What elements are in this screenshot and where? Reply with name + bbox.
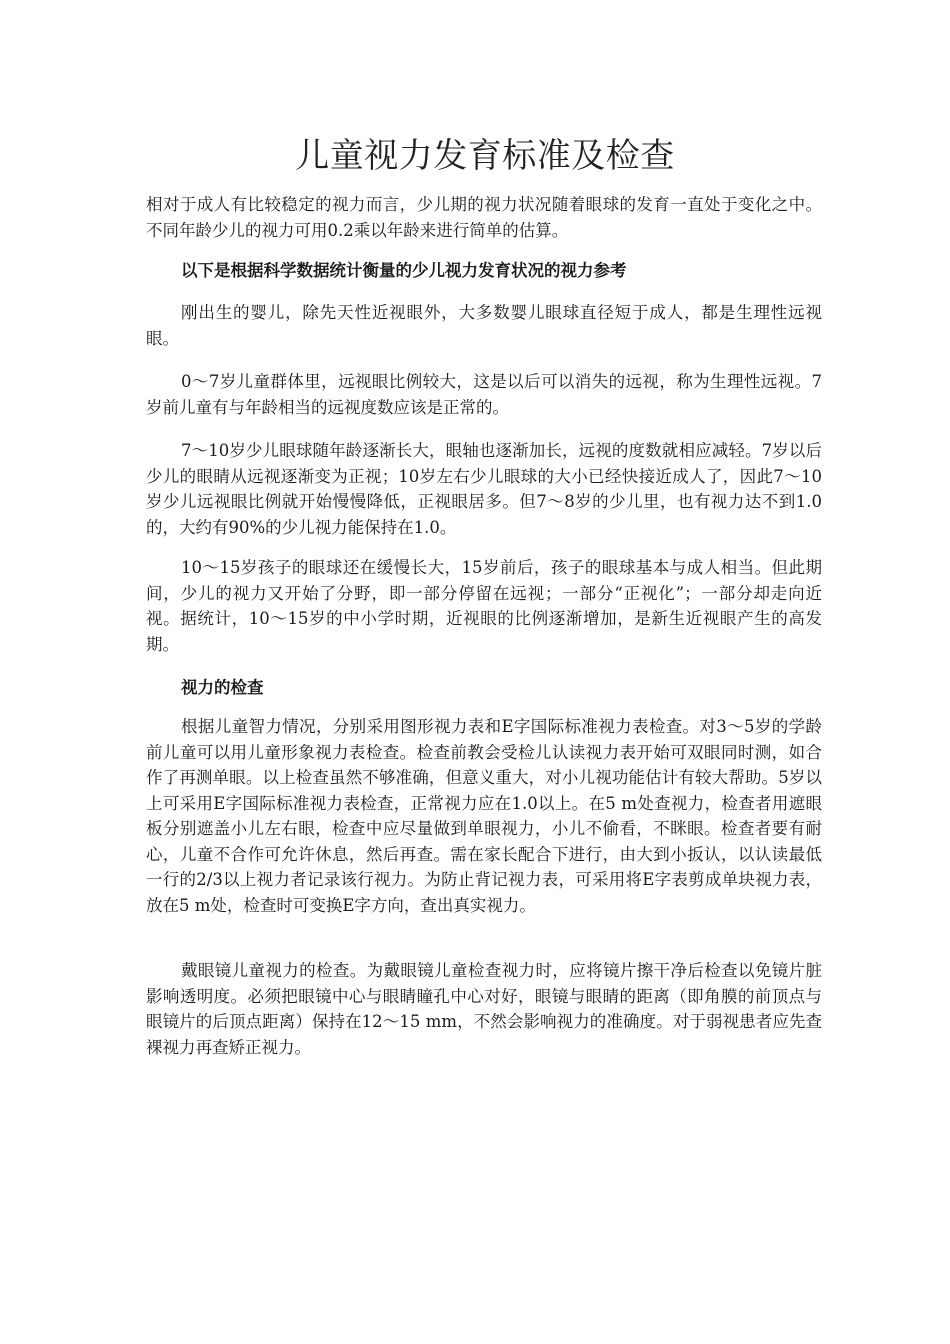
paragraph-7-10-years: 7～10岁少儿眼球随年龄逐渐长大，眼轴也逐渐加长，远视的度数就相应减轻。7岁以后少儿的眼睛从远视逐渐变为正视；10岁左右少儿眼球的大小已经快接近成人了，因此7～10岁少儿远视眼比例就开始慢慢降低，正视眼居多。但7～8岁的少儿里，也有视力达不到1.0的，大约有90%的少儿视力能保持在1.0。 xyxy=(146,441,822,537)
section-heading-exam: 视力的检查 xyxy=(181,678,264,697)
paragraph-glasses-exam: 戴眼镜儿童视力的检查。为戴眼镜儿童检查视力时，应将镜片擦干净后检查以免镜片脏影响透明度。必须把眼镜中心与眼睛瞳孔中心对好，眼镜与眼睛的距离（即角膜的前顶点与眼镜片的后顶点距离）保持在12～15 mm，不然会影响视力的准确度。对于弱视患者应先查裸视力再查矫正视力。 xyxy=(146,961,822,1057)
paragraph-0-7-years: 0～7岁儿童群体里，远视眼比例较大，这是以后可以消失的远视，称为生理性远视。7岁前儿童有与年龄相当的远视度数应该是正常的。 xyxy=(146,372,822,417)
paragraph-exam-method: 根据儿童智力情况，分别采用图形视力表和E字国际标准视力表检查。对3～5岁的学龄前儿童可以用儿童形象视力表检查。检查前教会受检儿认读视力表开始可双眼同时测，如合作了再测单眼。以上检查虽然不够准确，但意义重大，对小儿视功能估计有较大帮助。5岁以上可采用E字国际标准视力表检查，正常视力应在1.0以上。在5 m处查视力，检查者用遮眼板分别遮盖小儿左右眼，检查中应尽量做到单眼视力，小儿不偷看，不眯眼。检查者要有耐心，儿童不合作可允许休息，然后再查。需在家长配合下进行，由大到小扳认，以认读最低一行的2/3以上视力者记录该行视力。为防止背记视力表，可采用将E字表剪成单块视力表，放在5 m处，检查时可变换E字方向，查出真实视力。 xyxy=(146,717,822,915)
section-heading-reference: 以下是根据科学数据统计衡量的少儿视力发育状况的视力参考 xyxy=(181,261,627,280)
paragraph-newborn: 刚出生的婴儿，除先天性近视眼外，大多数婴儿眼球直径短于成人，都是生理性远视眼。 xyxy=(146,303,822,348)
intro-paragraph: 相对于成人有比较稳定的视力而言，少儿期的视力状况随着眼球的发育一直处于变化之中。不同年龄少儿的视力可用0.2乘以年龄来进行简单的估算。 xyxy=(146,195,822,240)
paragraph-10-15-years: 10～15岁孩子的眼球还在缓慢长大，15岁前后，孩子的眼球基本与成人相当。但此期间，少儿的视力又开始了分野，即一部分停留在远视；一部分“正视化”；一部分却走向近视。据统计，10～15岁的中小学时期，近视眼的比例逐渐增加，是新生近视眼产生的高发期。 xyxy=(146,558,822,654)
page-title: 儿童视力发育标准及检查 xyxy=(295,136,675,176)
